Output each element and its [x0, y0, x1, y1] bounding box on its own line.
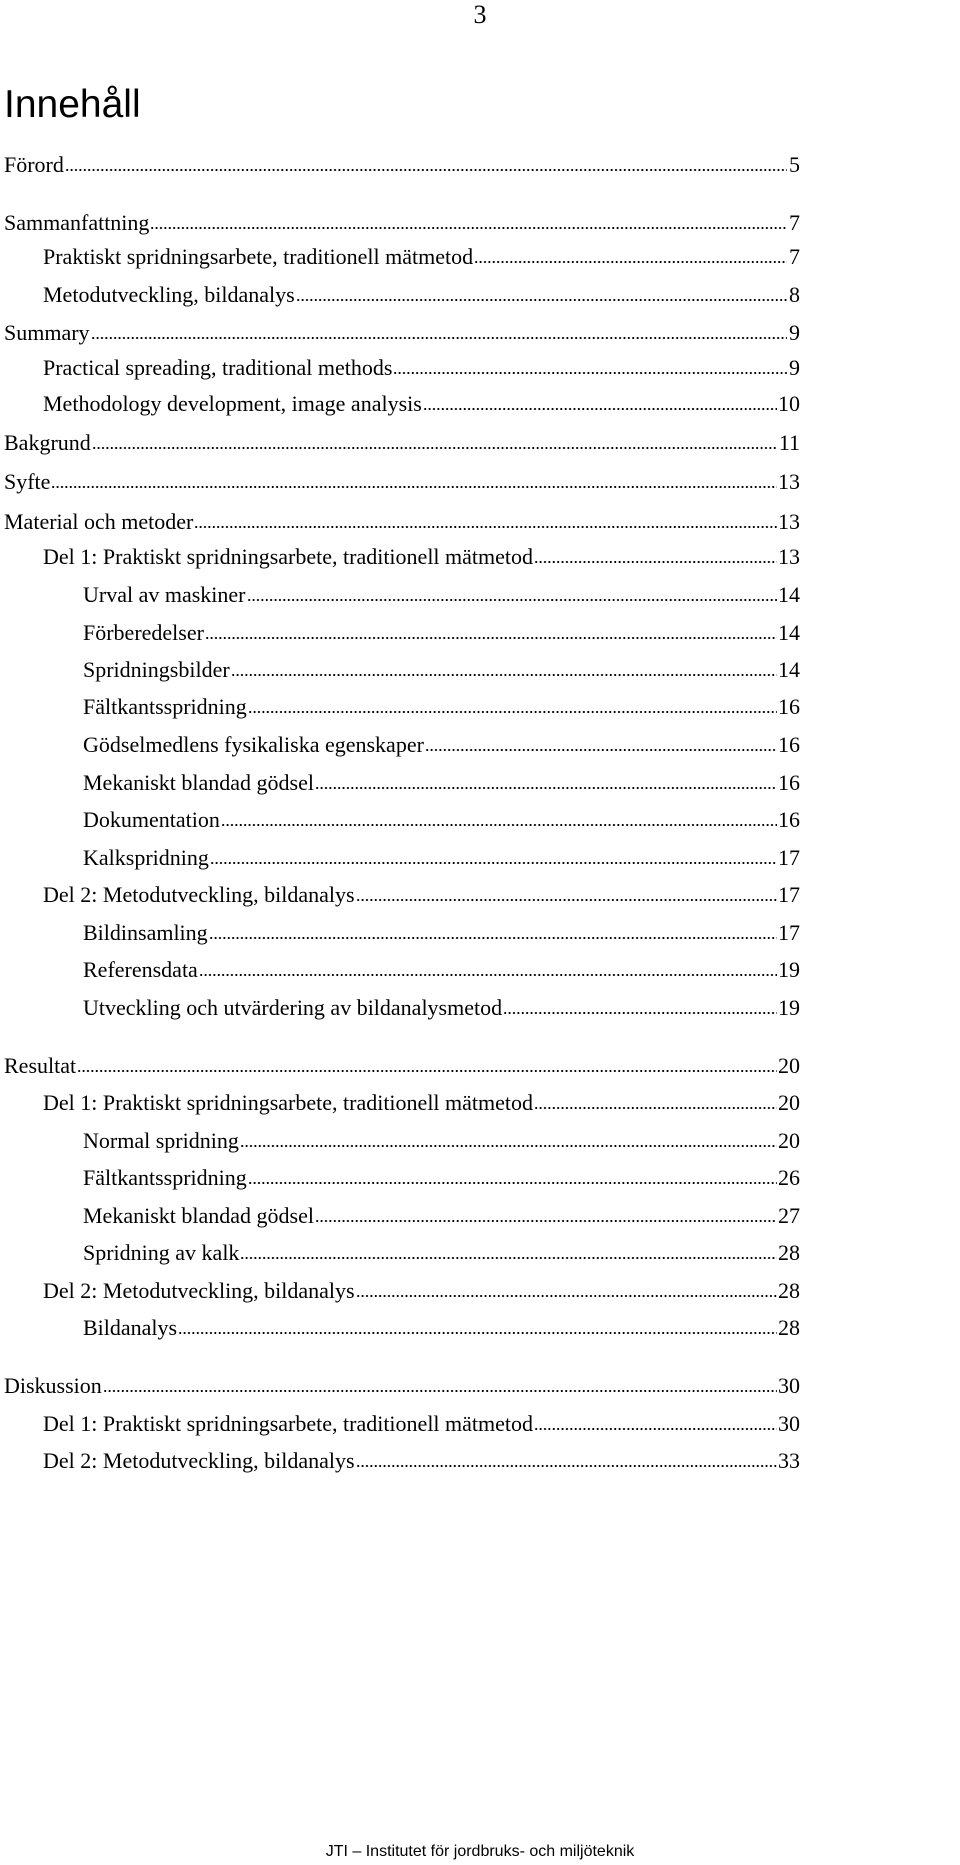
toc-entry-page-number: 16: [778, 770, 800, 795]
toc-entry[interactable]: [43, 1277, 800, 1305]
toc-entry-label: Utveckling och utvärdering av bildanalysmetod: [83, 995, 503, 1020]
toc-entry-label: Bildinsamling: [83, 920, 208, 945]
dot-leader: [91, 334, 787, 340]
toc-entry-label: Förberedelser: [83, 620, 204, 645]
toc-entry[interactable]: [83, 1164, 800, 1192]
toc-entry[interactable]: [83, 919, 800, 947]
toc-entry-page-number: 13: [778, 469, 800, 494]
toc-entry[interactable]: [4, 468, 800, 496]
toc-entry[interactable]: [83, 994, 800, 1022]
dot-leader: [77, 1067, 777, 1073]
toc-entry-page-number: 16: [778, 732, 800, 757]
toc-entry[interactable]: [43, 354, 800, 382]
toc-entry-page-number: 14: [778, 657, 800, 682]
toc-entry-label: Metodutveckling, bildanalys: [43, 282, 295, 307]
dot-leader: [425, 746, 777, 752]
toc-entry[interactable]: [83, 656, 800, 684]
toc-entry[interactable]: [4, 209, 800, 237]
dot-leader: [65, 166, 787, 172]
toc-entry[interactable]: [4, 1372, 800, 1400]
dot-leader: [221, 821, 777, 827]
toc-entry[interactable]: [4, 151, 800, 179]
dot-leader: [248, 1179, 777, 1185]
toc-entry[interactable]: [83, 1127, 800, 1155]
toc-entry-label: Diskussion: [4, 1373, 102, 1398]
dot-leader: [150, 224, 787, 230]
dot-leader: [178, 1329, 777, 1335]
toc-entry-label: Practical spreading, traditional methods: [43, 355, 393, 380]
toc-entry[interactable]: [43, 281, 800, 309]
toc-entry-label: Del 1: Praktiskt spridningsarbete, traditionell mätmetod: [43, 1090, 534, 1115]
toc-entry-page-number: 8: [789, 282, 800, 307]
toc-entry-page-number: 33: [778, 1448, 800, 1473]
dot-leader: [240, 1142, 777, 1148]
toc-entry-label: Fältkantsspridning: [83, 694, 247, 719]
toc-entry-page-number: 30: [778, 1411, 800, 1436]
toc-entry[interactable]: [43, 1410, 800, 1438]
toc-entry-page-number: 14: [778, 620, 800, 645]
toc-entry[interactable]: [43, 390, 800, 418]
toc-entry[interactable]: [83, 844, 800, 872]
toc-entry-label: Urval av maskiner: [83, 582, 246, 607]
dot-leader: [315, 784, 777, 790]
toc-entry-page-number: 7: [789, 244, 800, 269]
toc-entry-page-number: 19: [778, 995, 800, 1020]
toc-entry-label: Sammanfattning: [4, 210, 150, 235]
toc-entry-page-number: 20: [778, 1090, 800, 1115]
dot-leader: [199, 971, 777, 977]
toc-entry[interactable]: [43, 881, 800, 909]
toc-entry-page-number: 14: [778, 582, 800, 607]
toc-entry[interactable]: [83, 769, 800, 797]
toc-entry-page-number: 17: [778, 845, 800, 870]
page-number: 3: [473, 0, 487, 29]
toc-entry-page-number: 28: [778, 1315, 800, 1340]
toc-entry-page-number: 13: [778, 544, 800, 569]
toc-entry-page-number: 30: [778, 1373, 800, 1398]
footer: JTI – Institutet för jordbruks- och miljöteknik: [325, 1843, 635, 1860]
toc-entry-label: Del 2: Metodutveckling, bildanalys: [43, 1278, 355, 1303]
toc-entry-label: Dokumentation: [83, 807, 220, 832]
dot-leader: [209, 934, 777, 940]
dot-leader: [423, 405, 777, 411]
toc-entry-label: Del 2: Metodutveckling, bildanalys: [43, 882, 355, 907]
dot-leader: [248, 708, 777, 714]
toc-entry[interactable]: [83, 1314, 800, 1342]
toc-entry-label: Normal spridning: [83, 1128, 239, 1153]
toc-entry[interactable]: [4, 508, 800, 536]
toc-entry-label: Spridning av kalk: [83, 1240, 240, 1265]
toc-entry-label: Referensdata: [83, 957, 198, 982]
toc-entry-page-number: 26: [778, 1165, 800, 1190]
dot-leader: [503, 1009, 777, 1015]
toc-entry[interactable]: [83, 581, 800, 609]
dot-leader: [315, 1217, 777, 1223]
dot-leader: [231, 671, 777, 677]
toc-entry-page-number: 9: [789, 320, 800, 345]
dot-leader: [205, 634, 777, 640]
dot-leader: [247, 596, 778, 602]
toc-entry-page-number: 7: [789, 210, 800, 235]
dot-leader: [356, 896, 777, 902]
toc-entry-label: Praktiskt spridningsarbete, traditionell mätmetod: [43, 244, 474, 269]
toc-entry-page-number: 10: [778, 391, 800, 416]
toc-entry-label: Kalkspridning: [83, 845, 209, 870]
toc-entry[interactable]: [83, 806, 800, 834]
toc-entry-page-number: 19: [778, 957, 800, 982]
toc-entry-label: Material och metoder: [4, 509, 194, 534]
toc-entry[interactable]: [83, 1239, 800, 1267]
toc-entry[interactable]: [83, 619, 800, 647]
toc-entry-page-number: 16: [778, 807, 800, 832]
toc-entry-label: Mekaniskt blandad gödsel: [83, 1203, 314, 1228]
toc-entry[interactable]: [4, 319, 800, 347]
dot-leader: [356, 1292, 777, 1298]
toc-entry[interactable]: [83, 956, 800, 984]
dot-leader: [103, 1387, 777, 1393]
dot-leader: [534, 1425, 777, 1431]
toc-entry[interactable]: [43, 543, 800, 571]
toc-entry-label: Förord: [4, 152, 64, 177]
dot-leader: [534, 558, 777, 564]
toc-entry-page-number: 16: [778, 694, 800, 719]
toc-entry-label: Summary: [4, 320, 90, 345]
toc-entry[interactable]: [43, 243, 800, 271]
toc-entry-label: Resultat: [4, 1053, 77, 1078]
toc-entry-label: Bakgrund: [4, 430, 91, 455]
toc-entry-page-number: 20: [778, 1053, 800, 1078]
page-title: Innehåll: [4, 83, 141, 126]
toc-entry-label: Methodology development, image analysis: [43, 391, 422, 416]
toc-entry-page-number: 13: [778, 509, 800, 534]
toc-entry[interactable]: [83, 1202, 800, 1230]
toc-entry-page-number: 17: [778, 920, 800, 945]
dot-leader: [474, 258, 787, 264]
dot-leader: [51, 483, 777, 489]
toc-entry-label: Syfte: [4, 469, 51, 494]
toc-entry-label: Del 2: Metodutveckling, bildanalys: [43, 1448, 355, 1473]
toc-entry-page-number: 11: [778, 430, 800, 455]
toc-entry-page-number: 27: [778, 1203, 800, 1228]
dot-leader: [393, 369, 787, 375]
toc-entry[interactable]: [43, 1447, 800, 1475]
toc-entry-page-number: 17: [778, 882, 800, 907]
toc-entry[interactable]: [83, 731, 800, 759]
dot-leader: [240, 1254, 777, 1260]
toc-entry[interactable]: [4, 429, 800, 457]
toc-entry[interactable]: [43, 1089, 800, 1117]
dot-leader: [296, 296, 787, 302]
dot-leader: [534, 1104, 777, 1110]
toc-entry-page-number: 28: [778, 1278, 800, 1303]
toc-entry[interactable]: [4, 1052, 800, 1080]
dot-leader: [356, 1462, 777, 1468]
toc-entry-label: Bildanalys: [83, 1315, 178, 1340]
toc-entry-page-number: 9: [789, 355, 800, 380]
toc-entry-label: Gödselmedlens fysikaliska egenskaper: [83, 732, 424, 757]
toc-entry-label: Del 1: Praktiskt spridningsarbete, traditionell mätmetod: [43, 544, 534, 569]
toc-entry-label: Spridningsbilder: [83, 657, 230, 682]
toc-entry-page-number: 28: [778, 1240, 800, 1265]
dot-leader: [210, 859, 777, 865]
toc-entry-label: Fältkantsspridning: [83, 1165, 247, 1190]
toc-entry-page-number: 5: [789, 152, 800, 177]
dot-leader: [92, 444, 778, 450]
toc-entry-page-number: 20: [778, 1128, 800, 1153]
toc-entry-label: Del 1: Praktiskt spridningsarbete, traditionell mätmetod: [43, 1411, 534, 1436]
toc-entry-label: Mekaniskt blandad gödsel: [83, 770, 314, 795]
toc-entry[interactable]: [83, 693, 800, 721]
dot-leader: [194, 523, 777, 529]
